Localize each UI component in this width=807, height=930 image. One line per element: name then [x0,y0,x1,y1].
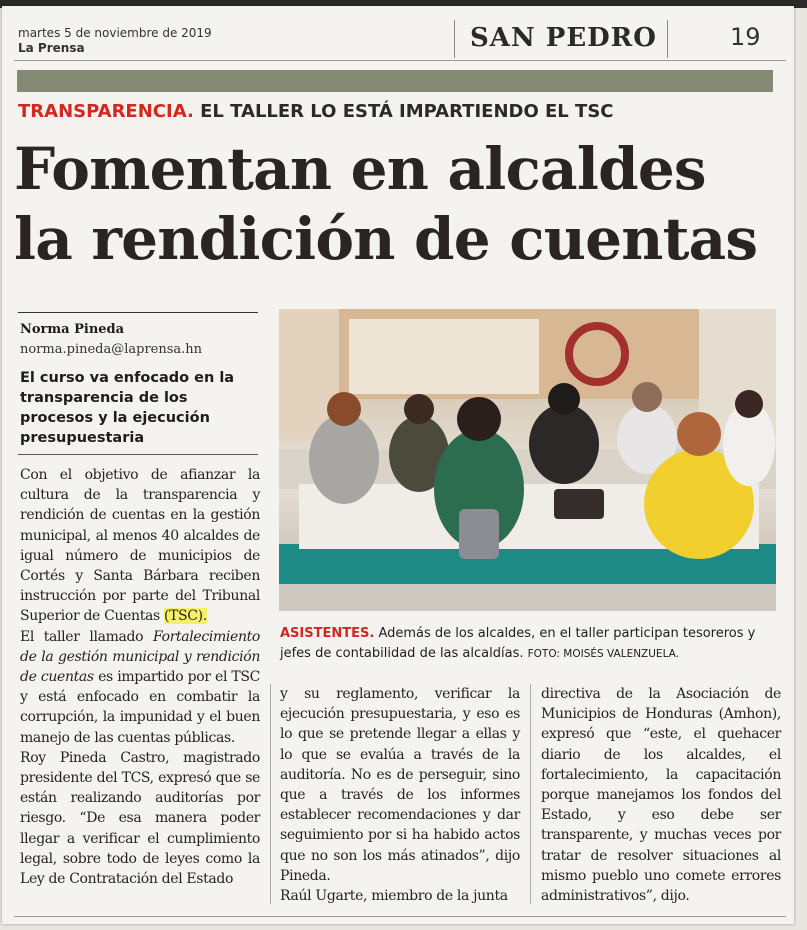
highlighted-text: (TSC). [163,608,207,625]
article-column-1 [20,465,260,889]
headline-line-2: la rendición de cuentas [14,205,758,273]
italic-title: Fortalecimiento de la gestión municipal y rendición de cuentas [20,628,260,686]
column-divider [270,684,271,904]
paragraph: Raúl Ugarte, miembro de la junta [280,888,508,905]
section-title: SAN PEDRO [470,23,657,53]
headline [14,134,784,274]
paragraph: es impartido por el TSC y está enfocado en combatir la corrupción, la impunidad y el buen manejo de las cuentas públicas. [20,669,261,746]
header-rule [14,60,786,61]
meeting-photo [279,309,776,611]
issue-date: martes 5 de noviembre de 2019 [18,26,212,40]
summary-rule [18,454,258,455]
article-column-2 [280,684,520,906]
paragraph: Con el objetivo de afianzar la cultura de la transparencia y rendición de cuentas en la gestión municipal, al menos 40 alcaldes de igual número de municipios de Cortés y Santa Bárbara reciben instrucción por parte del Tribunal Superior de Cuentas [20,467,260,625]
author-email: norma.pineda@laprensa.hn [20,342,203,357]
paragraph: Roy Pineda Castro, magistrado presidente del TCS, expresó que se están realizando auditorías por riesgo. “De esa manera poder llegar a verificar el cumplimiento legal, sobre todo de leyes como la Ley de Contratación del Estado [20,749,260,888]
kicker [18,101,614,122]
publication-name: La Prensa [18,41,85,55]
summary: El curso va enfocado en la transparencia de los procesos y la ejecución presupuestaria [20,370,235,446]
photo-meeting-icon [279,309,776,611]
photo-caption [280,624,780,664]
header-divider [667,20,668,58]
caption-text: Además de los alcaldes, en el taller participan tesoreros y jefes de contabilidad de las alcaldías. [280,626,756,661]
paragraph: y su reglamento, verificar la ejecución presupuestaria, y eso es lo que se pretende llegar a ellas y lo que se evalúa a través de la auditoría. No es de perseguir, sino que a través de los informes establecer recomendaciones y dar seguimiento por si ha habido actos que no son los más atinados”, dijo Pineda. [280,686,520,884]
page-number: 19 [730,23,761,51]
bottom-rule [14,916,786,917]
color-band [17,70,773,92]
column-divider [530,684,531,904]
article-column-3 [541,684,781,906]
newspaper-page [2,6,794,924]
caption-label: ASISTENTES. [280,626,375,641]
header-divider [454,20,455,58]
photo-credit: FOTO: MOISÉS VALENZUELA. [527,648,679,660]
paragraph: directiva de la Asociación de Municipios de Honduras (Amhon), expresó que “este, el quehacer diario de los alcaldes, el fortalecimiento, la capacitación porque manejamos los fondos del Estado, y eso debe ser transparente, y muchas veces por tratar de resolver situaciones al mismo pueblo uno comete errores administrativos”, dijo. [541,686,781,905]
paragraph: El taller llamado [20,628,154,645]
kicker-label: TRANSPARENCIA. [18,101,194,122]
kicker-text: EL TALLER LO ESTÁ IMPARTIENDO EL TSC [200,101,614,122]
author-name: Norma Pineda [20,322,125,337]
headline-line-1: Fomentan en alcaldes [14,135,706,203]
byline-rule [18,312,258,313]
